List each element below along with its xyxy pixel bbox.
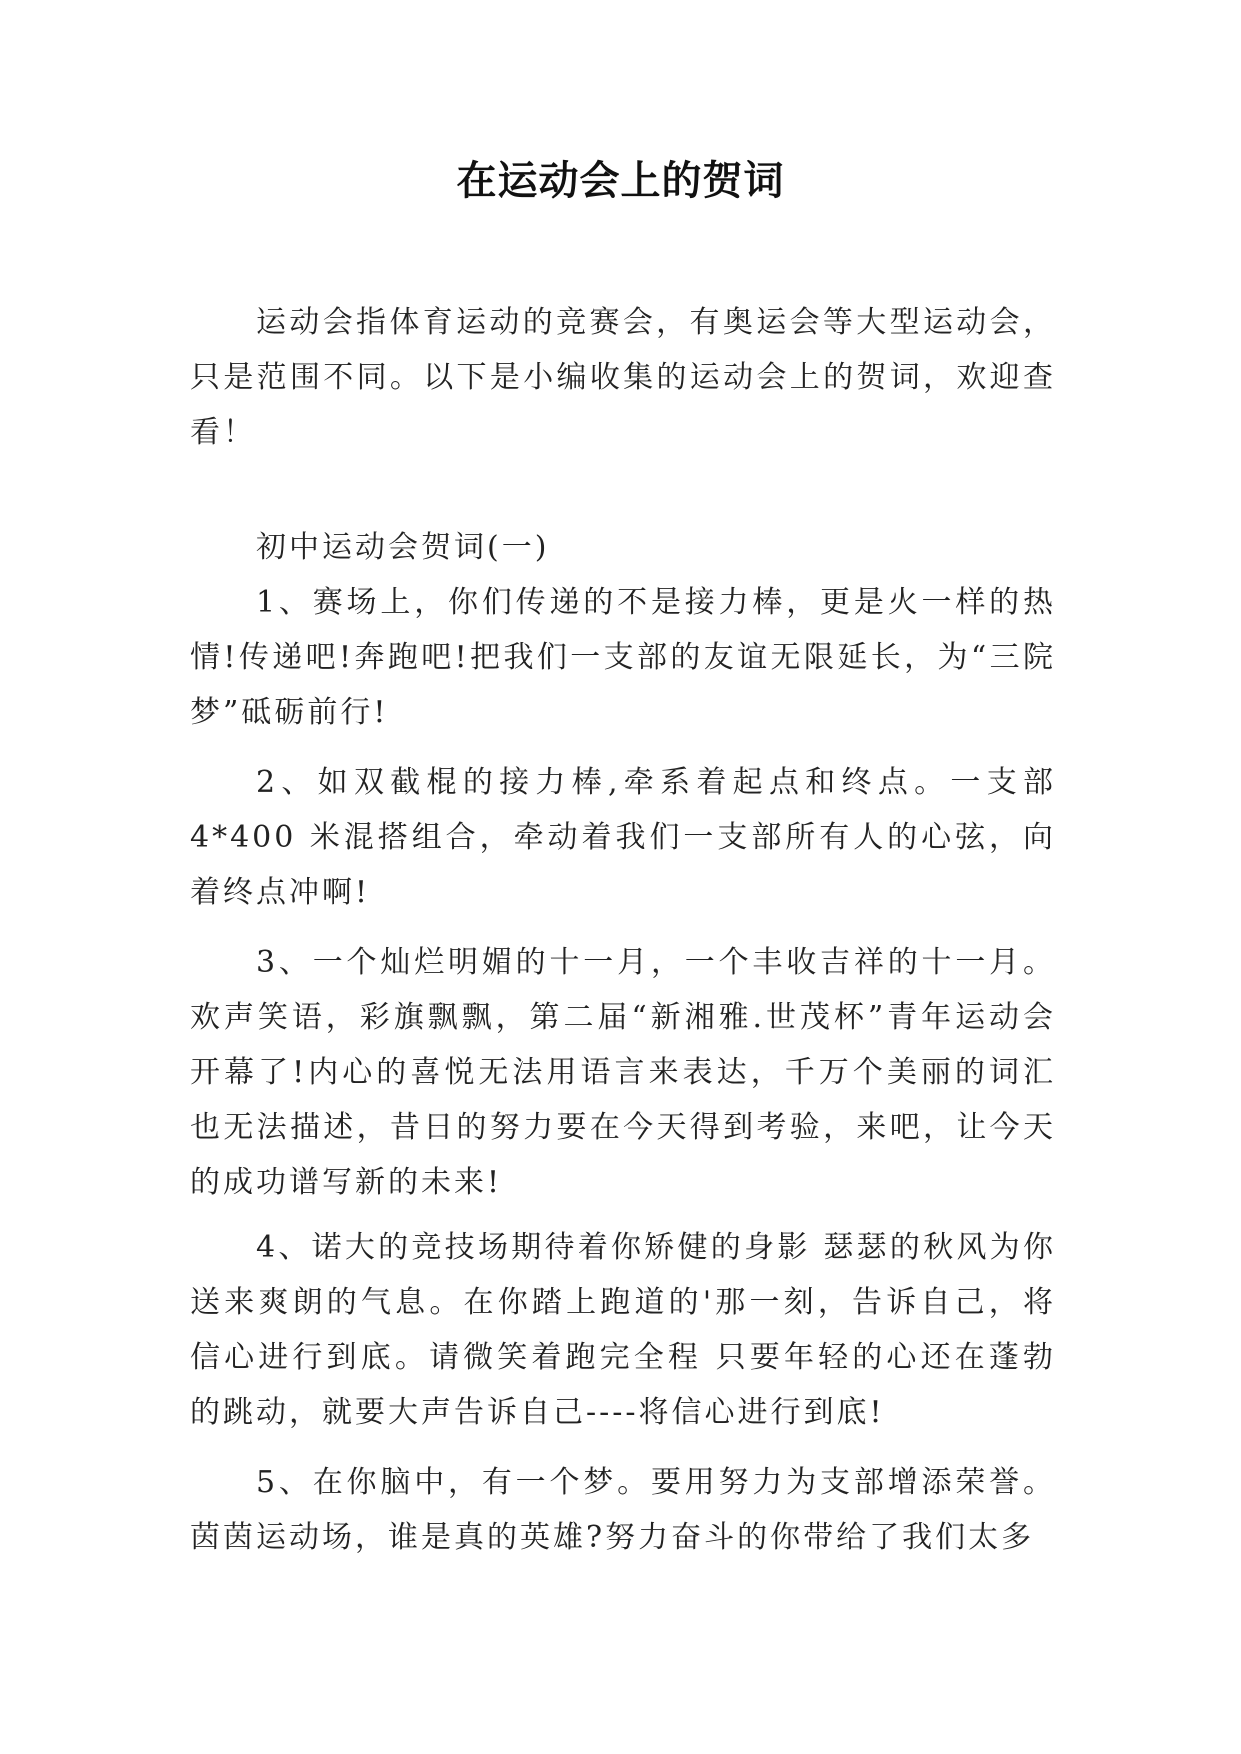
list-item: 2、如双截棍的接力棒,牵系着起点和终点。一支部 4*400 米混搭组合，牵动着我们一支部所有人的心弦，向着终点冲啊!	[190, 765, 1056, 910]
section-heading: 初中运动会贺词(一)	[256, 530, 550, 565]
list-item: 5、在你脑中，有一个梦。要用努力为支部增添荣誉。茵茵运动场，谁是真的英雄?努力奋斗的你带给了我们太多	[190, 1465, 1056, 1555]
list-item: 4、诺大的竞技场期待着你矫健的身影 瑟瑟的秋风为你送来爽朗的气息。在你踏上跑道的'那一刻，告诉自己，将信心进行到底。请微笑着跑完全程 只要年轻的心还在蓬勃的跳动，就要大声告诉自己----将信心进行到底!	[190, 1230, 1056, 1430]
list-item: 1、赛场上，你们传递的不是接力棒，更是火一样的热情!传递吧!奔跑吧!把我们一支部的友谊无限延长，为“三院梦”砥砺前行!	[190, 585, 1056, 730]
list-item: 3、一个灿烂明媚的十一月，一个丰收吉祥的十一月。欢声笑语，彩旗飘飘，第二届“新湘雅.世茂杯”青年运动会开幕了!内心的喜悦无法用语言来表达，千万个美丽的词汇也无法描述，昔日的努力要在今天得到考验，来吧，让今天的成功谱写新的未来!	[190, 945, 1056, 1200]
intro-paragraph: 运动会指体育运动的竞赛会，有奥运会等大型运动会，只是范围不同。以下是小编收集的运动会上的贺词，欢迎查看！	[190, 305, 1056, 450]
document-title: 在运动会上的贺词	[456, 157, 785, 204]
